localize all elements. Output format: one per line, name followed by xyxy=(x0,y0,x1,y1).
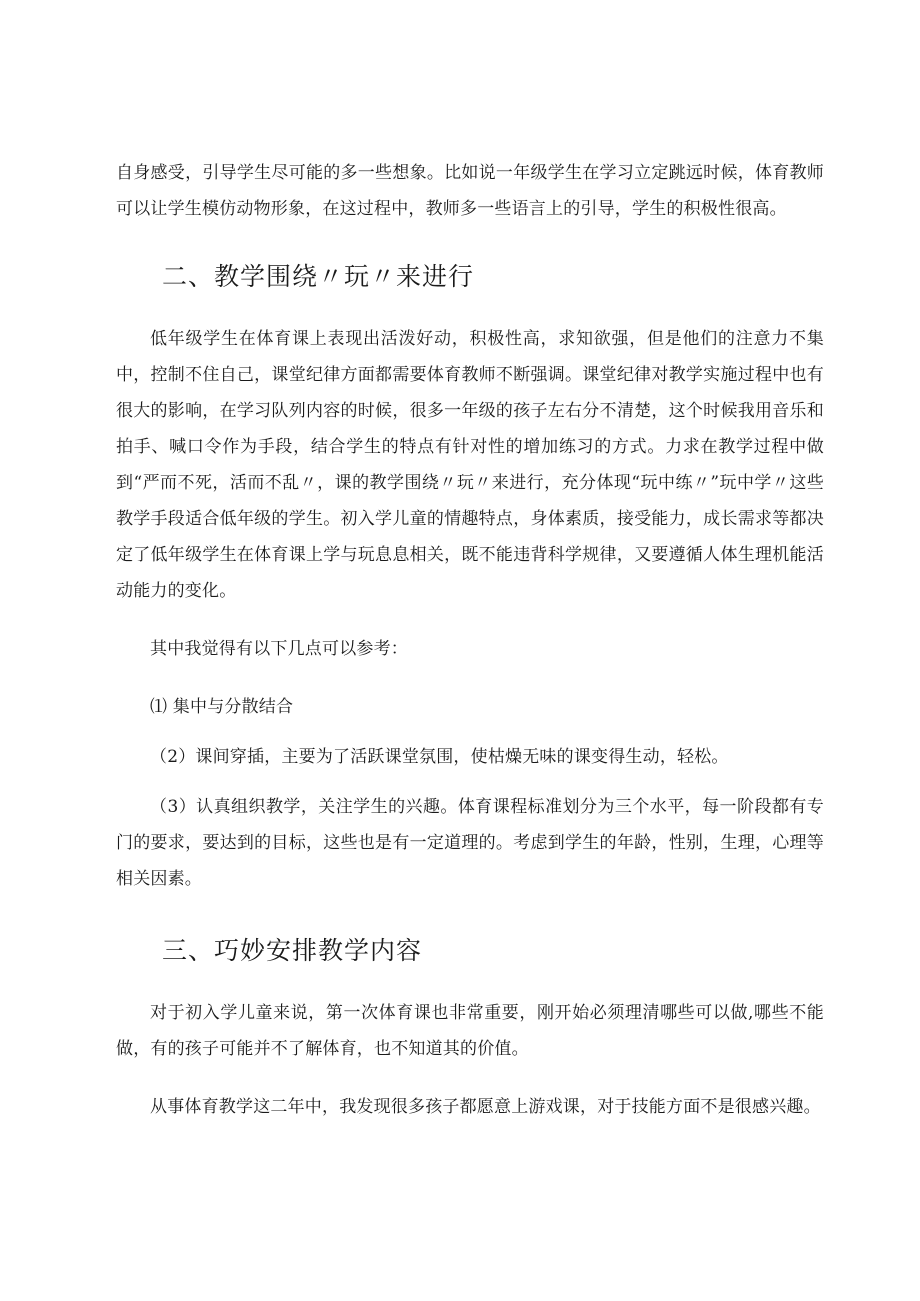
paragraph-play: 低年级学生在体育课上表现出活泼好动，积极性高，求知欲强，但是他们的注意力不集中，控制不住自己，课堂纪律方面都需要体育教师不断强调。课堂纪律对教学实施过程中也有很大的影响，在学习队列内容的时候，很多一年级的孩子左右分不清楚，这个时候我用音乐和拍手、喊口令作为手段，结合学生的特点有针对性的增加练习的方式。力求在教学过程中做到“严而不死，活而不乱〃，课的教学围绕〃玩〃来进行，充分体现“玩中练〃”玩中学〃这些教学手段适合低年级的学生。初入学儿童的情趣特点，身体素质，接受能力，成长需求等都决定了低年级学生在体育课上学与玩息息相关，既不能违背科学规律，又要遵循人体生理机能活动能力的变化。 xyxy=(116,329,824,601)
document-body xyxy=(116,155,824,1125)
section-heading-2: 二、教学围绕〃玩〃来进行 xyxy=(162,262,475,291)
list-item-point-2: （2）课间穿插，主要为了活跃课堂氛围，使枯燥无味的课变得生动，轻松。 xyxy=(150,747,729,767)
list-item-point-1: ⑴ 集中与分散结合 xyxy=(150,697,294,717)
paragraph-experience: 从事体育教学这二年中，我发现很多孩子都愿意上游戏课，对于技能方面不是很感兴趣。 xyxy=(150,1097,821,1117)
paragraph-first-lesson: 对于初入学儿童来说，第一次体育课也非常重要，刚开始必须理清哪些可以做,哪些不能做，有的孩子可能并不了解体育，也不知道其的价值。 xyxy=(116,1003,824,1059)
section-heading-3: 三、巧妙安排教学内容 xyxy=(162,936,423,965)
paragraph-points-intro: 其中我觉得有以下几点可以参考： xyxy=(150,639,408,659)
list-item-point-3: （3）认真组织教学，关注学生的兴趣。体育课程标准划分为三个水平，每一阶段都有专门的要求，要达到的目标，这些也是有一定道理的。考虑到学生的年龄，性别，生理，心理等相关因素。 xyxy=(116,797,824,889)
paragraph-intro: 自身感受，引导学生尽可能的多一些想象。比如说一年级学生在学习立定跳远时候，体育教师可以让学生模仿动物形象，在这过程中，教师多一些语言上的引导，学生的积极性很高。 xyxy=(116,163,824,219)
